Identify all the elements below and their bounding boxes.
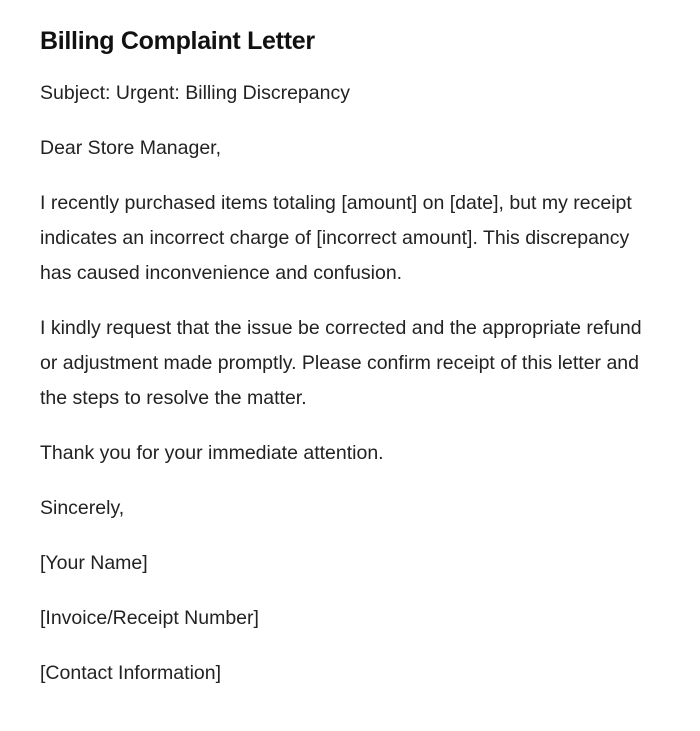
letter-thanks: Thank you for your immediate attention. [40, 442, 384, 464]
letter-invoice-placeholder: [Invoice/Receipt Number] [40, 607, 259, 629]
letter-contact-placeholder: [Contact Information] [40, 662, 222, 684]
letter-paragraph-1: I recently purchased items totaling [amount] on [date], but my receipt indicates an incorrect charge of [incorrect amount]. This discrepancy has caused inconvenience and confusion. [40, 192, 632, 284]
letter-salutation: Dear Store Manager, [40, 137, 222, 159]
letter-closing: Sincerely, [40, 497, 125, 519]
letter-name-placeholder: [Your Name] [40, 552, 148, 574]
letter-paragraph-2: I kindly request that the issue be corrected and the appropriate refund or adjustment made promptly. Please confirm receipt of this letter and the steps to resolve the matter. [40, 317, 642, 409]
letter-subject: Subject: Urgent: Billing Discrepancy [40, 82, 350, 104]
letter-title: Billing Complaint Letter [40, 27, 315, 55]
letter-document [40, 24, 650, 711]
